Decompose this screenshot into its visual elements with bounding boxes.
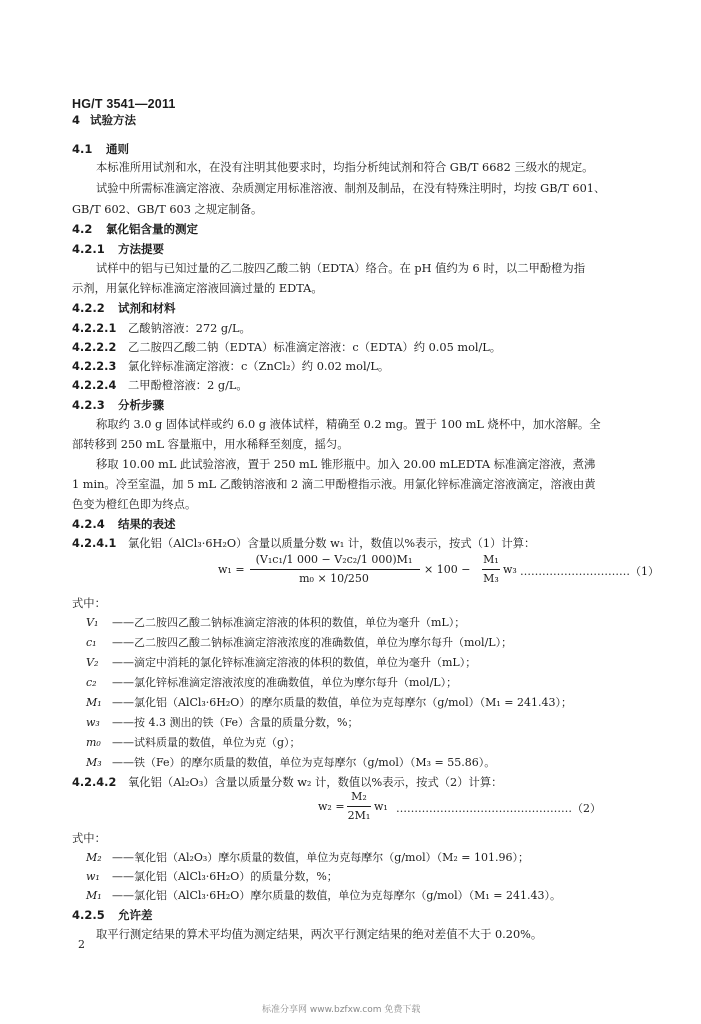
variable-text: ——试料质量的数值，单位为克（g）；: [112, 736, 301, 749]
paragraph: 示剂，用氯化锌标准滴定溶液回滴过量的 EDTA。: [72, 282, 323, 295]
clause-4-2-4-2: [72, 774, 502, 790]
page-number: 2: [78, 938, 85, 951]
item-number: 4.2.4.1: [72, 537, 117, 550]
variable-symbol: M₁: [86, 889, 102, 902]
paragraph: 取平行测定结果的算术平均值为测定结果，两次平行测定结果的绝对差值不大于 0.20%。: [96, 928, 543, 941]
section-4-2-5-heading: [72, 907, 153, 923]
list-item: [72, 320, 251, 336]
standard-number: HG/T 3541—2011: [72, 97, 176, 111]
variable-text: ——乙二胺四乙酸二钠标准滴定溶液的体积的数值，单位为毫升（mL）；: [112, 616, 466, 629]
section-title: 试验方法: [90, 113, 136, 127]
formula-1-fraction-bar: [250, 569, 420, 570]
formula-1-number: …………………………（1）: [520, 565, 659, 578]
formula-1-numerator: (V₁c₁/1 000 − V₂c₂/1 000)M₁: [255, 553, 413, 566]
section-4-2-2-heading: [72, 300, 176, 316]
variable-text: ——滴定中消耗的氯化锌标准滴定溶液的体积的数值，单位为毫升（mL）；: [112, 656, 477, 669]
variable-text: ——氯化铝（AlCl₃·6H₂O）的质量分数，%；: [112, 870, 338, 883]
paragraph: 试样中的铝与已知过量的乙二胺四乙酸二钠（EDTA）络合。在 pH 值约为 6 时，以二甲酚橙为指: [96, 262, 586, 275]
variable-symbol: M₁: [86, 696, 102, 709]
variable-symbol: w₁: [86, 870, 100, 883]
formula-2-numerator: M₂: [351, 790, 367, 803]
paragraph: 部转移到 250 mL 容量瓶中，用水稀释至刻度，摇匀。: [72, 438, 349, 451]
variable-symbol: V₂: [86, 656, 99, 669]
clause-4-2-4-1: [72, 535, 535, 551]
section-number: 4.2: [72, 222, 93, 236]
formula-2-fraction-bar: [347, 806, 371, 807]
section-title: 分析步骤: [118, 398, 164, 412]
item-text: 氯化铝（AlCl₃·6H₂O）含量以质量分数 w₁ 计，数值以%表示，按式（1）计算：: [128, 537, 536, 550]
variable-text: ——氯化锌标准滴定溶液浓度的准确数值，单位为摩尔每升（mol/L）；: [112, 676, 458, 689]
section-4-1-heading: [72, 141, 129, 157]
paragraph: 试验中所需标准滴定溶液、杂质测定用标准溶液、制剂及制品，在没有特殊注明时，均按 GB/T 601、: [96, 182, 606, 195]
paragraph: 1 min。冷至室温，加 5 mL 乙酸钠溶液和 2 滴二甲酚橙指示液。用氯化锌标准滴定溶液滴定，溶液由黄: [72, 478, 596, 491]
formula-1-tail: w₃: [503, 563, 517, 576]
item-number: 4.2.2.1: [72, 322, 117, 335]
formula-1-lhs: w₁ =: [218, 563, 245, 576]
section-title: 试剂和材料: [118, 301, 176, 315]
section-number: 4.2.1: [72, 242, 105, 256]
variable-text: ——按 4.3 测出的铁（Fe）含量的质量分数，%；: [112, 716, 359, 729]
paragraph: 本标准所用试剂和水，在没有注明其他要求时，均指分析纯试剂和符合 GB/T 6682 三级水的规定。: [96, 161, 594, 174]
item-text: 氯化锌标准滴定溶液：c（ZnCl₂）约 0.02 mol/L。: [128, 360, 390, 373]
variable-definition: [86, 754, 495, 770]
variable-symbol: V₁: [86, 616, 99, 629]
variable-definition: [86, 734, 301, 750]
variable-definition: [86, 654, 476, 670]
section-4-heading: [72, 112, 136, 128]
section-4-2-1-heading: [72, 241, 164, 257]
section-title: 氯化铝含量的测定: [106, 222, 198, 236]
variable-symbol: m₀: [86, 736, 101, 749]
variable-symbol: M₃: [86, 756, 102, 769]
variable-definition: [86, 887, 561, 903]
section-title: 结果的表述: [118, 517, 176, 531]
formula-1-middle: × 100 −: [424, 563, 471, 576]
section-number: 4.2.5: [72, 908, 105, 922]
formula-2-denominator: 2M₁: [347, 809, 371, 822]
section-number: 4.2.3: [72, 398, 105, 412]
variable-definition: [86, 674, 457, 690]
variable-text: ——乙二胺四乙酸二钠标准滴定溶液浓度的准确数值，单位为摩尔每升（mol/L）；: [112, 636, 513, 649]
where-label: 式中：: [72, 832, 106, 845]
variable-text: ——氯化铝（AlCl₃·6H₂O）摩尔质量的数值，单位为克每摩尔（g/mol）（M₁ = 241.43）。: [112, 889, 562, 902]
item-number: 4.2.2.4: [72, 379, 117, 392]
formula-1-denominator-2: M₃: [483, 572, 499, 585]
section-4-2-3-heading: [72, 397, 164, 413]
list-item: [72, 377, 248, 393]
section-number: 4.2.2: [72, 301, 105, 315]
item-number: 4.2.2.3: [72, 360, 117, 373]
formula-2-number: …………………………………………（2）: [396, 802, 601, 815]
paragraph: 色变为橙红色即为终点。: [72, 498, 197, 511]
list-item: [72, 339, 501, 355]
item-text: 氧化铝（Al₂O₃）含量以质量分数 w₂ 计，数值以%表示，按式（2）计算：: [128, 776, 503, 789]
formula-2-lhs: w₂ =: [318, 800, 345, 813]
variable-text: ——铁（Fe）的摩尔质量的数值，单位为克每摩尔（g/mol）（M₃ = 55.86）。: [112, 756, 496, 769]
variable-definition: [86, 614, 465, 630]
section-title: 允许差: [118, 908, 153, 922]
list-item: [72, 358, 389, 374]
variable-definition: [86, 714, 358, 730]
section-4-2-4-heading: [72, 516, 176, 532]
paragraph: GB/T 602、GB/T 603 之规定制备。: [72, 203, 263, 216]
paragraph: 移取 10.00 mL 此试验溶液，置于 250 mL 锥形瓶中。加入 20.00 mLEDTA 标准滴定溶液，煮沸: [96, 458, 596, 471]
item-text: 乙酸钠溶液：272 g/L。: [128, 322, 251, 335]
variable-text: ——氯化铝（AlCl₃·6H₂O）的摩尔质量的数值，单位为克每摩尔（g/mol）（M₁ = 241.43）；: [112, 696, 573, 709]
section-number: 4: [72, 113, 81, 127]
variable-symbol: M₂: [86, 851, 102, 864]
item-text: 乙二胺四乙酸二钠（EDTA）标准滴定溶液：c（EDTA）约 0.05 mol/L。: [128, 341, 502, 354]
formula-1-numerator-2: M₁: [483, 553, 499, 566]
watermark: 标准分享网 www.bzfxw.com 免费下载: [262, 1005, 421, 1015]
formula-2-tail: w₁: [374, 800, 388, 813]
variable-symbol: c₁: [86, 636, 97, 649]
variable-text: ——氧化铝（Al₂O₃）摩尔质量的数值，单位为克每摩尔（g/mol）（M₂ = 101.96）；: [112, 851, 529, 864]
section-title: 方法提要: [118, 242, 164, 256]
section-4-2-heading: [72, 221, 198, 237]
where-label: 式中：: [72, 597, 106, 610]
paragraph: 称取约 3.0 g 固体试样或约 6.0 g 液体试样，精确至 0.2 mg。置于 100 mL 烧杯中，加水溶解。全: [96, 418, 601, 431]
item-text: 二甲酚橙溶液：2 g/L。: [128, 379, 248, 392]
variable-symbol: w₃: [86, 716, 100, 729]
variable-definition: [86, 868, 338, 884]
section-number: 4.1: [72, 142, 93, 156]
formula-1-denominator: m₀ × 10/250: [299, 572, 369, 585]
section-title: 通则: [106, 142, 129, 156]
item-number: 4.2.2.2: [72, 341, 117, 354]
variable-definition: [86, 849, 529, 865]
variable-definition: [86, 634, 512, 650]
formula-1-fraction-bar-2: [482, 569, 500, 570]
variable-definition: [86, 694, 572, 710]
variable-symbol: c₂: [86, 676, 97, 689]
item-number: 4.2.4.2: [72, 776, 117, 789]
section-number: 4.2.4: [72, 517, 105, 531]
